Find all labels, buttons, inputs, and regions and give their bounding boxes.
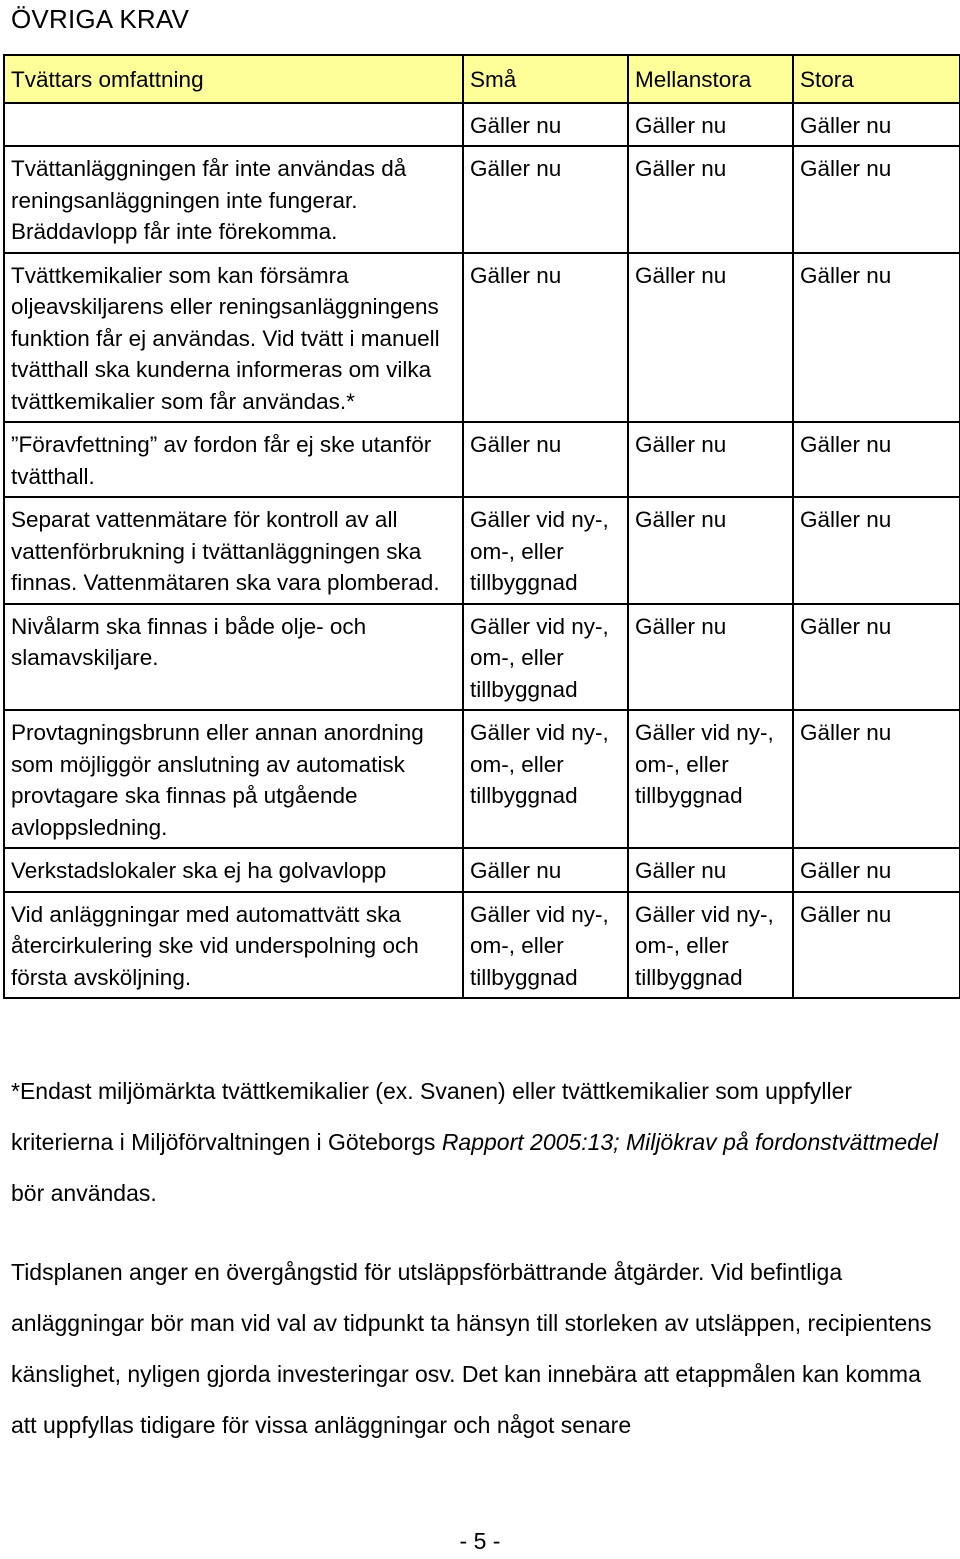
requirement-cell: Nivålarm ska finnas i både olje- och slamavskiljare. xyxy=(4,604,463,711)
small-cell: Gäller nu xyxy=(463,146,628,253)
medium-cell: Gäller nu xyxy=(628,604,793,711)
requirements-table xyxy=(3,54,960,999)
medium-cell: Gäller nu xyxy=(628,103,793,147)
table-row xyxy=(4,497,960,604)
requirement-cell: Separat vattenmätare för kontroll av all vattenförbrukning i tvättanläggningen ska finnas. Vattenmätaren ska vara plomberad. xyxy=(4,497,463,604)
table-row xyxy=(4,848,960,892)
table-row xyxy=(4,146,960,253)
requirement-cell: Tvättanläggningen får inte användas då reningsanläggningen inte fungerar. Bräddavlopp får inte förekomma. xyxy=(4,146,463,253)
medium-cell: Gäller nu xyxy=(628,253,793,423)
table-row xyxy=(4,892,960,999)
table-row xyxy=(4,710,960,848)
table-row xyxy=(4,422,960,497)
header-medium: Mellanstora xyxy=(628,55,793,103)
medium-cell: Gäller nu xyxy=(628,146,793,253)
large-cell: Gäller nu xyxy=(793,497,960,604)
medium-cell: Gäller vid ny-, om-, eller tillbyggnad xyxy=(628,710,793,848)
medium-cell: Gäller nu xyxy=(628,497,793,604)
large-cell: Gäller nu xyxy=(793,103,960,147)
table-header-row xyxy=(4,55,960,103)
header-scope: Tvättars omfattning xyxy=(4,55,463,103)
page-title: ÖVRIGA KRAV xyxy=(11,4,189,34)
body-paragraph: Tidsplanen anger en övergångstid för utsläppsförbättrande åtgärder. Vid befintliga anläggningar bör man vid val av tidpunkt ta hänsyn till storleken av utsläppen, recipientens känslighet, nyligen gjorda investeringar osv. Det kan innebära att etappmålen kan komma att uppfyllas tidigare för vissa anläggningar och något senare xyxy=(11,1259,932,1438)
small-cell: Gäller nu xyxy=(463,103,628,147)
small-cell: Gäller vid ny-, om-, eller tillbyggnad xyxy=(463,710,628,848)
requirement-cell: ”Föravfettning” av fordon får ej ske utanför tvätthall. xyxy=(4,422,463,497)
medium-cell: Gäller vid ny-, om-, eller tillbyggnad xyxy=(628,892,793,999)
requirement-cell xyxy=(4,103,463,147)
medium-cell: Gäller nu xyxy=(628,848,793,892)
table-row xyxy=(4,604,960,711)
page-number: - 5 - xyxy=(459,1528,501,1554)
medium-cell: Gäller nu xyxy=(628,422,793,497)
large-cell: Gäller nu xyxy=(793,892,960,999)
small-cell: Gäller vid ny-, om-, eller tillbyggnad xyxy=(463,497,628,604)
table-row xyxy=(4,103,960,147)
requirement-cell: Tvättkemikalier som kan försämra oljeavskiljarens eller reningsanläggningens funktion får ej användas. Vid tvätt i manuell tvätthall ska kunderna informeras om vilka tvättkemikalier som får användas.* xyxy=(4,253,463,423)
header-large: Stora xyxy=(793,55,960,103)
large-cell: Gäller nu xyxy=(793,604,960,711)
footnote-reference: Rapport 2005:13; Miljökrav på fordonstvättmedel xyxy=(441,1129,938,1155)
small-cell: Gäller nu xyxy=(463,422,628,497)
footnote xyxy=(11,1066,951,1219)
large-cell: Gäller nu xyxy=(793,422,960,497)
small-cell: Gäller vid ny-, om-, eller tillbyggnad xyxy=(463,604,628,711)
small-cell: Gäller vid ny-, om-, eller tillbyggnad xyxy=(463,892,628,999)
large-cell: Gäller nu xyxy=(793,253,960,423)
small-cell: Gäller nu xyxy=(463,848,628,892)
table-row xyxy=(4,253,960,423)
large-cell: Gäller nu xyxy=(793,710,960,848)
header-small: Små xyxy=(463,55,628,103)
large-cell: Gäller nu xyxy=(793,146,960,253)
requirement-cell: Provtagningsbrunn eller annan anordning som möjliggör anslutning av automatisk provtagare ska finnas på utgående avloppsledning. xyxy=(4,710,463,848)
footnote-end: bör användas. xyxy=(11,1180,157,1206)
requirement-cell: Verkstadslokaler ska ej ha golvavlopp xyxy=(4,848,463,892)
footnote-text: *Endast miljömärkta tvättkemikalier (ex. Svanen) eller tvättkemikalier som uppfyller kriterierna i Miljöförvaltningen i Göteborgs xyxy=(11,1078,853,1155)
large-cell: Gäller nu xyxy=(793,848,960,892)
requirement-cell: Vid anläggningar med automattvätt ska återcirkulering ske vid underspolning och första avsköljning. xyxy=(4,892,463,999)
small-cell: Gäller nu xyxy=(463,253,628,423)
